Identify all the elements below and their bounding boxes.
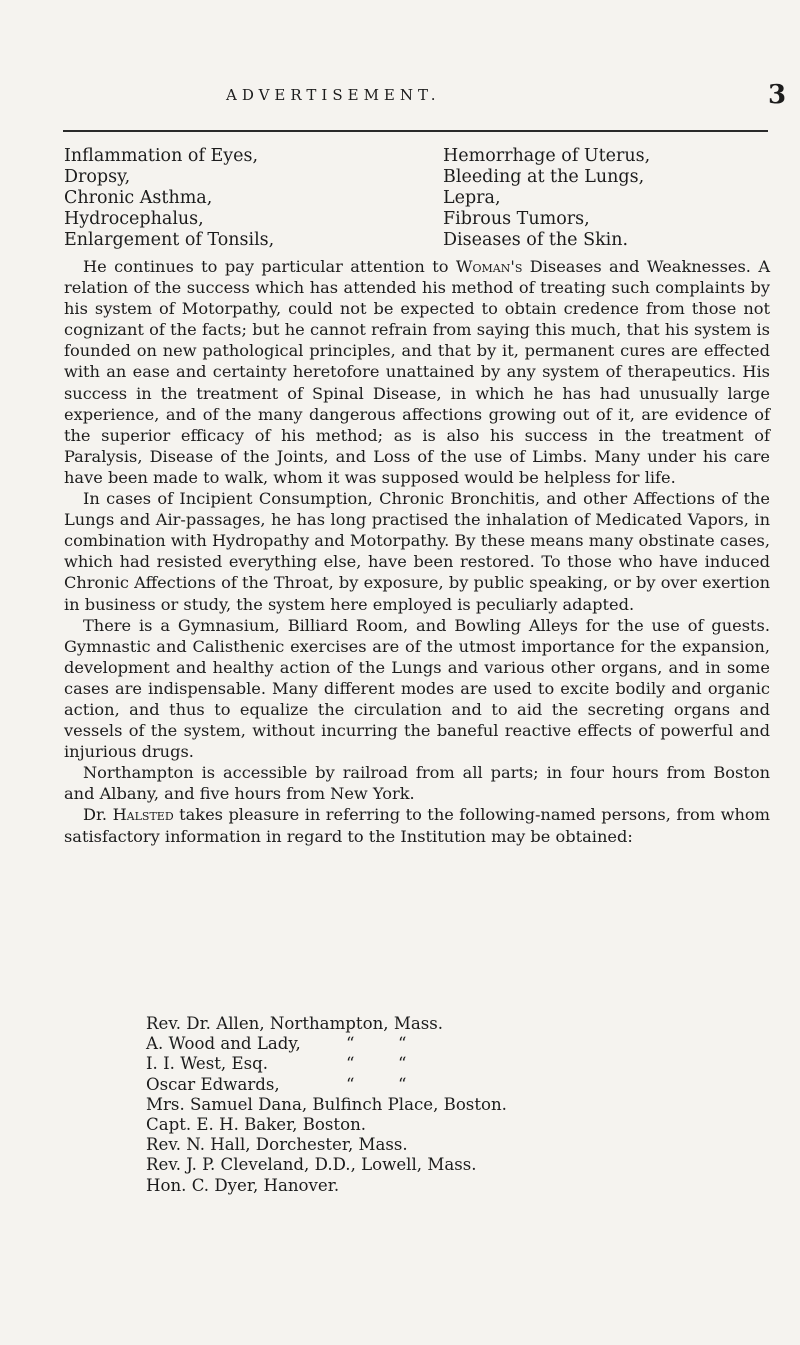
reference-item: Mrs. Samuel Dana, Bulfinch Place, Boston. — [146, 1094, 507, 1114]
reference-item — [146, 1034, 766, 1054]
header-rule — [63, 130, 768, 132]
condition-item: Hydrocephalus, — [64, 209, 204, 229]
text-run: takes pleasure in referring to the following-named persons, from whom satisfactory information in regard to the Institution may be obtained: — [64, 805, 770, 846]
body-text — [64, 256, 770, 847]
condition-item: Fibrous Tumors, — [443, 209, 590, 229]
conditions-left-column — [64, 146, 394, 251]
reference-item: Hon. C. Dyer, Hanover. — [146, 1175, 340, 1195]
condition-item: Inflammation of Eyes, — [64, 146, 259, 166]
text-run: He continues to pay particular attention to — [83, 257, 456, 276]
reference-item: Capt. E. H. Baker, Boston. — [146, 1114, 367, 1134]
paragraph — [64, 256, 770, 488]
condition-item: Chronic Asthma, — [64, 188, 213, 208]
condition-item: Diseases of the Skin. — [443, 230, 629, 250]
paragraph: There is a Gymnasium, Billiard Room, and Bowling Alleys for the use of guests. Gymnastic and Calisthenic exercises are of the utmost importance for the expansion, development and healthy action of the Lungs and various other organs, and in some cases are indispensable. Many different modes are used to excite bodily and organic action, and thus to equalize the circulation and to aid the secreting organs and vessels of the system, without incurring the baneful reactive effects of powerful and injurious drugs. — [64, 615, 770, 762]
paragraph — [64, 804, 770, 846]
text-run-small-caps: Halsted — [112, 805, 174, 825]
page-number: 3 — [768, 80, 787, 110]
reference-name: A. Wood and Lady, — [146, 1034, 301, 1054]
references-list — [146, 1014, 766, 1196]
reference-item — [146, 1075, 766, 1095]
ditto-mark: “ — [398, 1054, 407, 1074]
text-run: Diseases and Weaknesses. A relation of the success which has attended his method of treating such complaints by his system of Motorpathy, could not be expected to obtain credence from those not cognizant of the facts; but he cannot refrain from saying this much, that his system is founded on new pathological principles, and that by it, permanent cures are effected with an ease and certainty heretofore unattained by any system of therapeutics. His success in the treatment of Spinal Disease, in which he has had unusually large experience, and of the many dangerous affections growing out of it, are evidence of the superior efficacy of his method; as is also his success in the treatment of Paralysis, Disease of the Joints, and Loss of the use of Limbs. Many under his care have been made to walk, whom it was supposed would be helpless for life. — [64, 257, 771, 487]
reference-item — [146, 1054, 766, 1074]
condition-item: Lepra, — [443, 188, 501, 208]
conditions-right-column — [443, 146, 773, 251]
reference-name: Oscar Edwards, — [146, 1074, 280, 1094]
running-head: ADVERTISEMENT. — [226, 86, 441, 104]
condition-item: Bleeding at the Lungs, — [443, 167, 645, 187]
condition-item: Dropsy, — [64, 167, 131, 187]
ditto-mark: “ — [346, 1074, 355, 1094]
page-header — [0, 80, 800, 120]
ditto-mark: “ — [346, 1034, 355, 1054]
paragraph: Northampton is accessible by railroad from all parts; in four hours from Boston and Albany, and five hours from New York. — [64, 763, 770, 804]
reference-item: Rev. Dr. Allen, Northampton, Mass. — [146, 1014, 444, 1033]
condition-item: Enlargement of Tonsils, — [64, 230, 275, 250]
text-run-small-caps: Woman's — [455, 257, 523, 276]
reference-item: Rev. J. P. Cleveland, D.D., Lowell, Mass. — [146, 1155, 477, 1175]
ditto-mark: “ — [398, 1034, 407, 1054]
reference-name: I. I. West, Esq. — [146, 1054, 268, 1074]
reference-item: Rev. N. Hall, Dorchester, Mass. — [146, 1135, 408, 1155]
text-run: Dr. — [83, 805, 113, 825]
paragraph: In cases of Incipient Consumption, Chronic Bronchitis, and other Affections of the Lungs and Air-passages, he has long practised the inhalation of Medicated Vapors, in combination with Hydropathy and Motorpathy. By these means many obstinate cases, which had resisted everything else, have been restored. To those who have induced Chronic Affections of the Throat, by exposure, by public speaking, or by over exertion in business or study, the system here employed is peculiarly adapted. — [64, 489, 770, 614]
ditto-mark: “ — [346, 1054, 355, 1074]
condition-item: Hemorrhage of Uterus, — [443, 146, 651, 166]
ditto-mark: “ — [398, 1074, 407, 1094]
